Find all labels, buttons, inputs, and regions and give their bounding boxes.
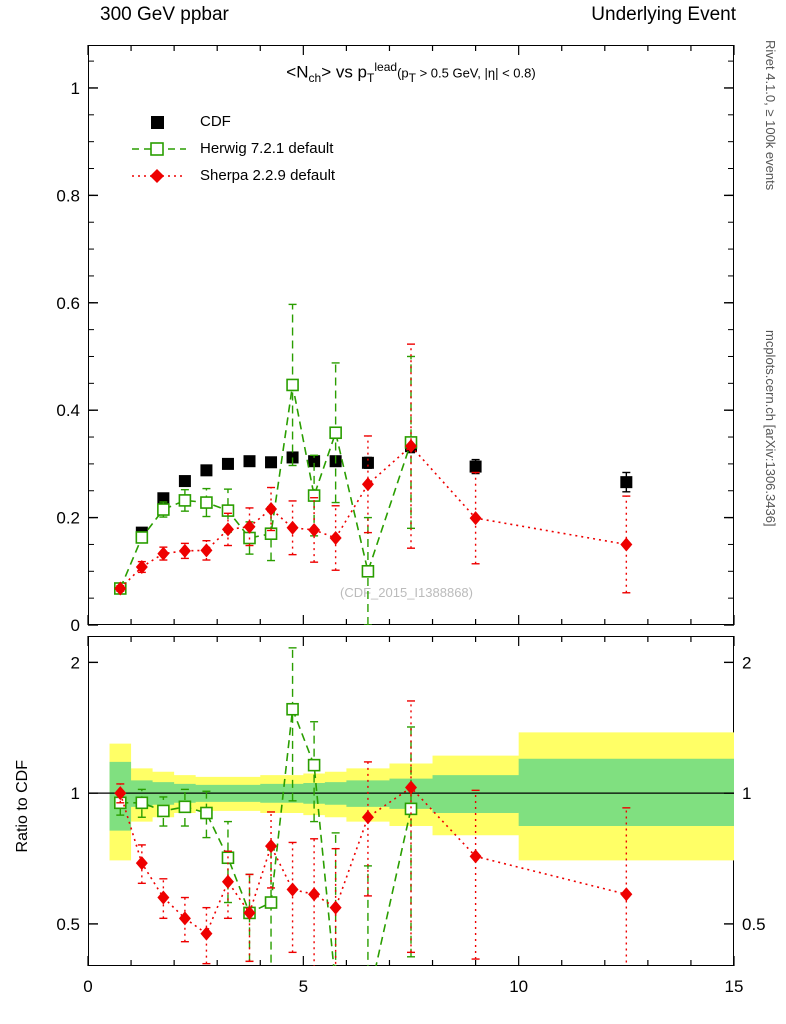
axis-tick-label: 5 [298,977,309,996]
data-marker [265,456,277,468]
axis-tick-label: 0.5 [742,914,766,934]
header-right: Underlying Event [591,4,736,25]
data-marker [362,477,374,491]
data-marker [179,801,190,812]
legend-label-herwig: Herwig 7.2.1 default [200,140,334,157]
title-rest: > 0.5 GeV, |η| < 0.8) [415,65,536,81]
data-marker [200,464,212,476]
data-marker [222,458,234,470]
title-part-2: > vs p [321,62,368,82]
title-sub-t2: T [408,71,416,86]
data-marker [222,875,234,889]
axis-tick-label: 1 [70,78,80,98]
data-marker [309,490,320,501]
data-marker [136,856,148,870]
data-marker [287,521,299,535]
data-marker [287,379,298,390]
caption-rivet-version: Rivet 4.1.0, ≥ 100k events [763,40,778,191]
axis-tick-label: 10 [509,977,529,996]
data-marker [266,897,277,908]
axis-tick-label: 0.2 [56,508,80,528]
data-marker [620,537,632,551]
data-marker [179,495,190,506]
data-marker [200,927,212,941]
data-marker [330,901,342,915]
data-marker [158,504,169,515]
data-marker [136,560,148,574]
ratio-axis-label: Ratio to CDF [14,760,31,853]
data-marker [362,566,373,577]
data-marker [201,497,212,508]
axis-tick-label: 0.6 [56,293,80,313]
ratio-series-herwig [115,648,417,1024]
axis-tick-label: 2 [742,653,752,673]
data-marker [362,457,374,469]
axis-tick-label: 1 [70,784,80,804]
data-marker [179,475,191,487]
data-marker [330,427,341,438]
axis-tick-label: 0.5 [56,914,80,934]
data-marker [265,502,277,516]
title-part-1: <N [286,62,309,82]
caption-source: mcplots.cern.ch [arXiv:1306.3436] [763,330,778,527]
data-marker [309,760,320,771]
data-marker [330,980,341,991]
data-marker [308,887,320,901]
title-paren: (p [397,65,409,81]
title-sub-ch: ch [308,71,322,86]
data-marker [470,461,482,473]
data-marker [179,544,191,558]
data-marker [362,997,373,1008]
main-series-sherpa [114,344,632,595]
data-marker [179,911,191,925]
data-marker [200,543,212,557]
title-sub-t: T [367,71,375,86]
axis-tick-label: 0 [70,616,80,635]
data-marker [136,797,147,808]
axis-tick-label: 15 [724,977,744,996]
data-marker [157,547,169,561]
data-marker [265,839,277,853]
data-marker [287,883,299,897]
data-marker [158,805,169,816]
legend-label-sherpa: Sherpa 2.2.9 default [200,167,336,184]
data-marker [620,887,632,901]
axis-tick-label: 0 [83,977,93,996]
header-left: 300 GeV ppbar [100,4,229,25]
data-marker [222,522,234,536]
data-marker [620,476,632,488]
legend-label-cdf: CDF [200,113,231,130]
data-marker [136,532,147,543]
axis-tick-label: 2 [70,653,80,673]
data-marker [330,531,342,545]
axis-tick-label: 0.4 [56,401,80,421]
axis-tick-label: 0.8 [56,186,80,206]
title-sup-lead: lead [374,60,398,74]
watermark-analysis-id: (CDF_2015_I1388868) [340,585,473,600]
data-marker [287,704,298,715]
data-marker [244,455,256,467]
data-marker [308,523,320,537]
data-marker [201,808,212,819]
axis-tick-label: 1 [742,784,752,804]
